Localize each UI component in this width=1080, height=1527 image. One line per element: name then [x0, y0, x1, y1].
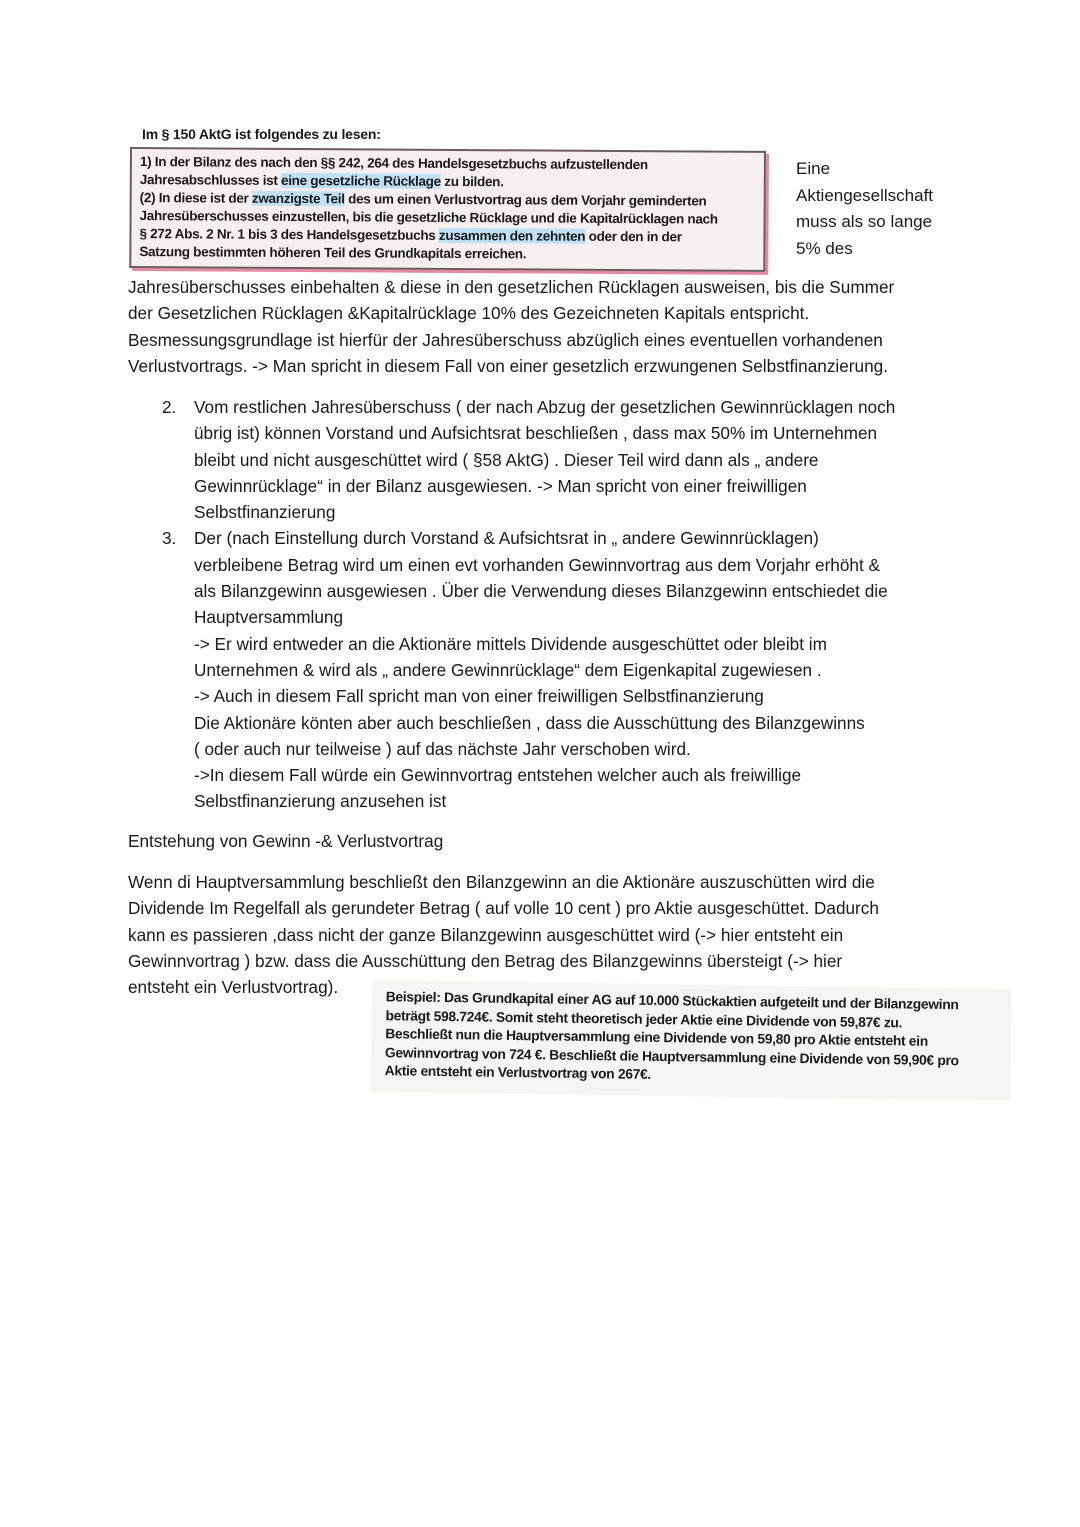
list-item-2	[128, 394, 968, 525]
text-line: Dividende Im Regelfall als gerundeter Betrag ( auf volle 10 cent ) pro Aktie ausgeschüttet. Dadurch	[128, 898, 879, 919]
example-label: Beispiel:	[385, 989, 441, 1005]
law-line: (2) In diese ist der zwanzigste Teil des um einen Verlustvortrag aus dem Vorjahr geminderten	[139, 190, 707, 209]
text-line: Selbstfinanzierung anzusehen ist	[194, 791, 447, 812]
text-line: Gewinnvortrag ) bzw. dass die Ausschüttung den Betrag des Bilanzgewinns übersteigt (-> hier	[128, 950, 843, 971]
text-line: Der (nach Einstellung durch Vorstand & Aufsichtsrat in „ andere Gewinnrücklagen)	[194, 528, 819, 549]
section-heading: Entstehung von Gewinn -& Verlustvortrag	[128, 831, 444, 851]
side-line: Eine	[796, 159, 831, 178]
example-line: Beispiel: Das Grundkapital einer AG auf 10.000 Stückaktien aufgeteilt und der Bilanzgewinn	[385, 989, 959, 1013]
side-line: muss als so lange	[796, 212, 933, 231]
list-number: 2.	[162, 397, 177, 417]
example-box	[370, 980, 1012, 1101]
side-text	[796, 156, 956, 262]
text-line: kann es passieren ,dass nicht der ganze Bilanzgewinn ausgeschüttet wird (-> hier entsteht ein	[128, 924, 844, 945]
law-excerpt-box	[129, 147, 766, 272]
text-line: entsteht ein Verlustvortrag).	[128, 977, 339, 998]
text-line: Hauptversammlung	[194, 607, 344, 628]
example-line: Aktie entsteht ein Verlustvortrag von 267€.	[384, 1063, 652, 1083]
text-line: -> Auch in diesem Fall spricht man von einer freiwilligen Selbstfinanzierung	[194, 686, 764, 707]
text-line: -> Er wird entweder an die Aktionäre mittels Dividende ausgeschüttet oder bleibt im	[194, 633, 827, 654]
law-line: 1) In der Bilanz des nach den §§ 242, 264 des Handelsgesetzbuchs aufzustellenden	[139, 154, 648, 173]
text-line: als Bilanzgewinn ausgewiesen . Über die Verwendung dieses Bilanzgewinn entschiedet die	[194, 581, 888, 602]
numbered-list	[128, 394, 968, 815]
text-line: ->In diesem Fall würde ein Gewinnvortrag entstehen welcher auch als freiwillige	[194, 765, 802, 786]
text-line: verbleibene Betrag wird um einen evt vorhanden Gewinnvortrag aus dem Vorjahr erhöht &	[194, 554, 880, 575]
example-line: beträgt 598.724€. Somit steht theoretisch jeder Aktie eine Dividende von 59,87€ zu.	[385, 1007, 903, 1030]
side-line: 5% des	[796, 238, 853, 258]
text-line: der Gesetzlichen Rücklagen &Kapitalrücklage 10% des Gezeichneten Kapitals entspricht.	[128, 303, 810, 324]
text-line: Vom restlichen Jahresüberschuss ( der nach Abzug der gesetzlichen Gewinnrücklagen noch	[194, 397, 896, 417]
law-line: § 272 Abs. 2 Nr. 1 bis 3 des Handelsgesetzbuchs zusammen den zehnten oder den in der	[139, 226, 682, 245]
law-line: Jahresüberschusses einzustellen, bis die gesetzliche Rücklage und die Kapitalrücklagen nach	[139, 208, 718, 227]
highlight: zwanzigste Teil	[251, 190, 345, 207]
text-line: bleibt und nicht ausgeschüttet wird ( §58 AktG) . Dieser Teil wird dann als „ andere	[194, 449, 819, 470]
text-line: Die Aktionäre könten aber auch beschließen , dass die Ausschüttung des Bilanzgewinns	[194, 712, 865, 733]
text-line: übrig ist) können Vorstand und Aufsichtsrat beschließen , dass max 50% im Unternehmen	[194, 423, 878, 444]
text-line: ( oder auch nur teilweise ) auf das nächste Jahr verschoben wird.	[194, 738, 691, 759]
text-line: Gewinnrücklage“ in der Bilanz ausgewiesen. -> Man spricht von einer freiwilligen	[194, 475, 807, 496]
paragraph-1	[128, 274, 958, 379]
list-item-3	[128, 525, 968, 814]
list-number: 3.	[162, 528, 177, 549]
text-line: Selbstfinanzierung	[194, 502, 336, 523]
example-line: Beschließt nun die Hauptversammlung eine Dividende von 59,80 pro Aktie entsteht ein	[385, 1026, 929, 1049]
side-line: Aktiengesellschaft	[796, 185, 934, 205]
text-line: Verlustvortrags. -> Man spricht in diesem Fall von einer gesetzlich erzwungenen Selbstfinanzierung.	[128, 355, 888, 376]
paragraph-2	[128, 869, 958, 1000]
law-line: Satzung bestimmten höheren Teil des Grundkapitals erreichen.	[139, 244, 527, 262]
text-line: Wenn di Hauptversammlung beschließt den Bilanzgewinn an die Aktionäre auszuschütten wird die	[128, 872, 875, 892]
highlight: zusammen den zehnten	[438, 227, 586, 244]
law-line: Jahresabschlusses ist eine gesetzliche Rücklage zu bilden.	[139, 172, 504, 190]
text-line: Jahresüberschusses einbehalten & diese in den gesetzlichen Rücklagen ausweisen, bis die Summer	[128, 277, 895, 297]
example-line: Gewinnvortrag von 724 €. Beschließt die Hauptversammlung eine Dividende von 59,90€ pro	[384, 1044, 959, 1068]
text-line: Besmessungsgrundlage ist hierfür der Jahresüberschuss abzüglich eines eventuellen vorhandenen	[128, 329, 883, 350]
text-line: Unternehmen & wird als „ andere Gewinnrücklage“ dem Eigenkapital zugewiesen .	[194, 659, 822, 680]
law-excerpt-heading: Im § 150 AktG ist folgendes zu lesen:	[142, 126, 381, 142]
highlight: eine gesetzliche Rücklage	[281, 172, 441, 189]
